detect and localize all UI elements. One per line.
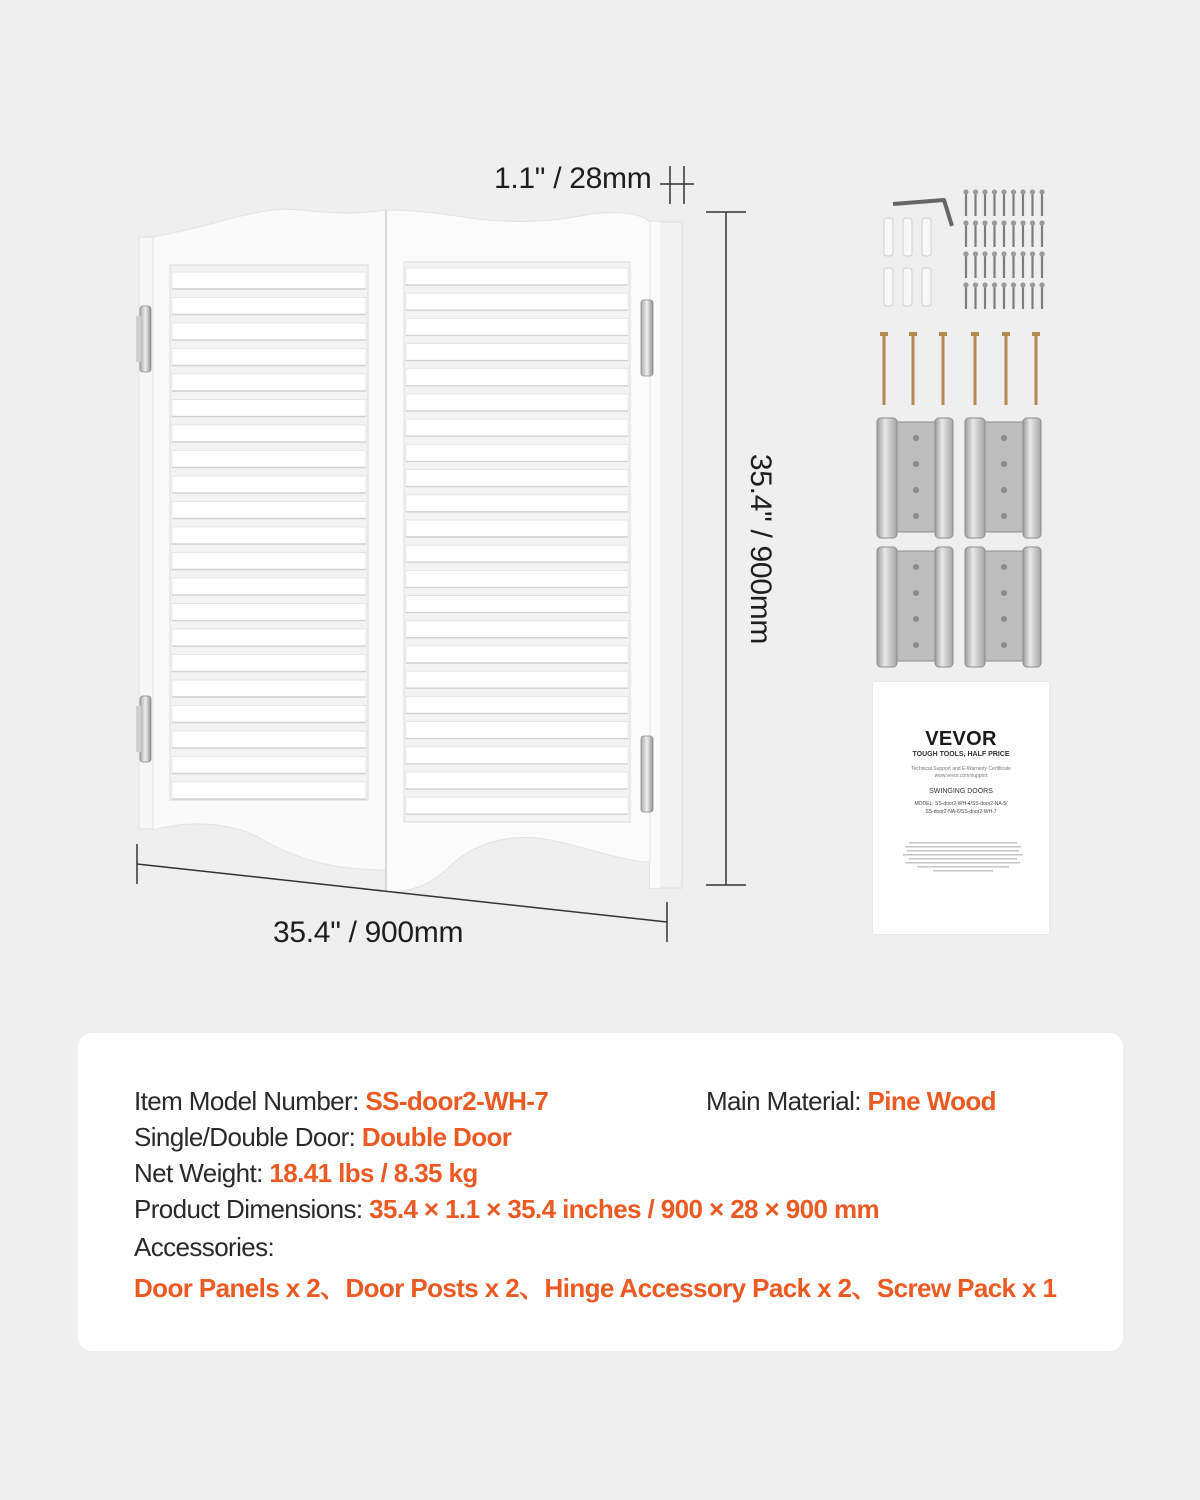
manual-tagline: TOUGH TOOLS, HALF PRICE <box>912 751 1010 758</box>
spec-label: Product Dimensions: <box>134 1194 370 1224</box>
wall-anchor-icon <box>884 268 893 306</box>
wall-anchor-icon <box>903 218 912 256</box>
spec-label: Net Weight: <box>134 1158 270 1188</box>
manual-body-text <box>903 842 1023 874</box>
wall-anchors <box>884 218 931 306</box>
spec-main-material <box>706 1086 996 1117</box>
spec-value: SS-door2-WH-7 <box>365 1086 549 1116</box>
spec-product-dimensions <box>134 1194 879 1225</box>
wall-anchor-icon <box>922 218 931 256</box>
width-dimension-label: 35.4" / 900mm <box>273 916 464 949</box>
specifications-card <box>78 1033 1123 1351</box>
small-screws <box>963 189 1044 309</box>
manual-model-line: MODEL: SS-door2-WH-4/SS-door2-NA-5/ <box>914 801 1008 807</box>
spec-label: Single/Double Door: <box>134 1122 362 1152</box>
wall-anchor-icon <box>922 268 931 306</box>
spec-value: Double Door <box>361 1122 512 1152</box>
manual-support-line: Technical Support and E-Warranty Certificate <box>911 766 1011 772</box>
spec-net-weight <box>134 1158 478 1189</box>
spring-hinges <box>877 418 1041 667</box>
spec-accessories-label: Accessories: <box>134 1232 275 1262</box>
height-dimension-label: 35.4" / 900mm <box>744 453 777 645</box>
thickness-dimension-label: 1.1" / 28mm <box>494 162 652 195</box>
spec-value: Pine Wood <box>867 1086 996 1116</box>
spec-value: 35.4 × 1.1 × 35.4 inches / 900 × 28 × 900 mm <box>369 1194 879 1224</box>
spec-label: Item Model Number: <box>134 1086 366 1116</box>
manual-brand: VEVOR <box>925 728 997 750</box>
spec-value: 18.41 lbs / 8.35 kg <box>269 1158 478 1188</box>
accessories-illustration <box>860 180 1060 670</box>
wall-anchor-icon <box>884 218 893 256</box>
spec-label: Main Material: <box>706 1086 868 1116</box>
manual-product-title: SWINGING DOORS <box>929 788 993 795</box>
spec-model-number <box>134 1086 548 1117</box>
spec-door-type <box>134 1122 511 1153</box>
wood-screws <box>880 332 1040 405</box>
manual-model-line: SS-door2-NA-6/SS-door2-WH-7 <box>925 809 997 815</box>
manual-support-url: www.vevor.com/support <box>934 773 988 779</box>
wall-anchor-icon <box>903 268 912 306</box>
spec-accessories-list: Door Panels x 2、Door Posts x 2、Hinge Accessory Pack x 2、Screw Pack x 1 <box>134 1273 1057 1303</box>
instruction-manual <box>873 682 1049 934</box>
